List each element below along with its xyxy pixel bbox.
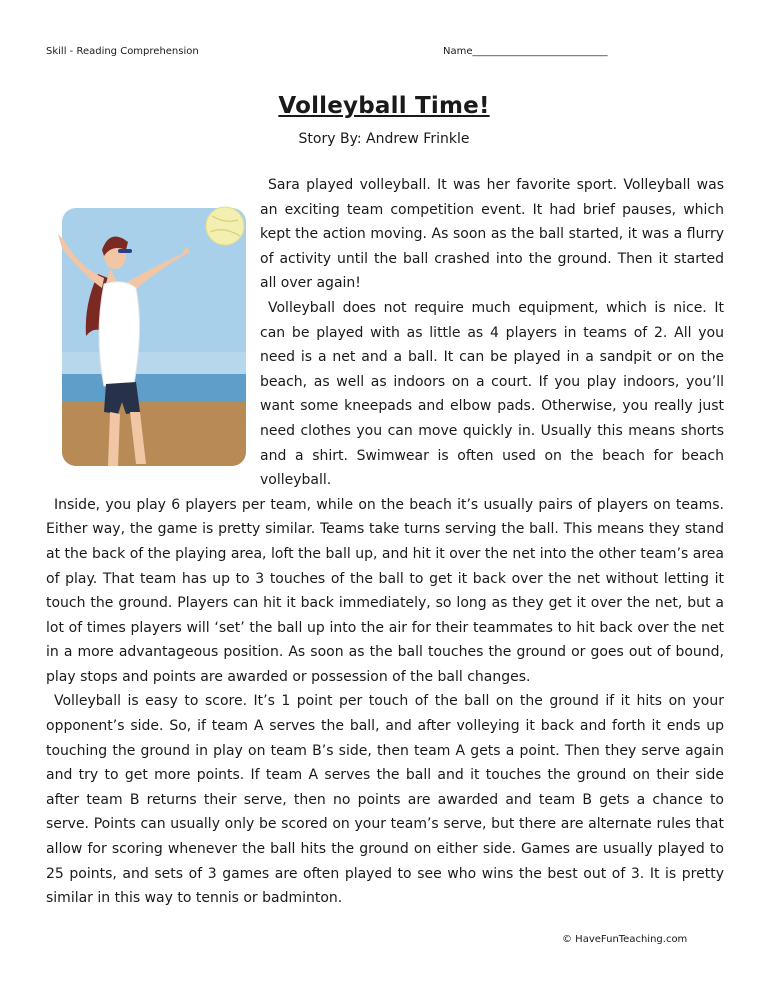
- name-field-label: Name___________________________: [443, 46, 608, 57]
- story-byline: Story By: Andrew Frinkle: [298, 131, 470, 147]
- story-paragraph: Sara played volleyball. It was her favorite sport. Volleyball was an exciting team competition event. It had brief pauses, which kept the action moving. As soon as the ball started, it was a flurry of activity until the ball crashed into the ground. Then it started all over again!: [260, 177, 724, 292]
- story-paragraph: Volleyball does not require much equipment, which is nice. It can be played with as little as 4 players in teams of 2. All you need is a net and a ball. It can be played in a sandpit or on the beach, as well as indoors on a court. If you play indoors, you’ll want some kneepads and elbow pads. Otherwise, you really just need clothes you can move quickly in. Usually this means shorts and a shirt. Swimwear is often used on the beach for beach volleyball.: [260, 299, 724, 489]
- skill-label: Skill - Reading Comprehension: [46, 46, 199, 57]
- copyright-footer: © HaveFunTeaching.com: [562, 934, 688, 945]
- illustration-spacer: [46, 173, 260, 469]
- story-paragraph: Volleyball is easy to score. It’s 1 point per touch of the ball on the ground if it hits on your opponent’s side. So, if team A serves the ball, and after volleying it back and forth it ends up touching the ground in play on team B’s side, then team A gets a point. Then they serve again and try to get more points. If team A serves the ball and it touches the ground on their side after team B returns their serve, then no points are awarded and team B gets a chance to serve. Points can usually only be scored on your team’s serve, but there are alternate rules that allow for scoring whenever the ball hits the ground on either side. Games are usually played to 25 points, and sets of 3 games are often played to see who wins the best out of 3. It is pretty similar in this way to tennis or badminton.: [46, 693, 724, 907]
- page-title: Volleyball Time!: [278, 93, 490, 119]
- story-body: [46, 173, 724, 911]
- story-paragraph: Inside, you play 6 players per team, while on the beach it’s usually pairs of players on teams. Either way, the game is pretty similar. Teams take turns serving the ball. This means they stand at the back of the playing area, loft the ball up, and hit it over the net into the other team’s area of play. That team has up to 3 touches of the ball to get it back over the net without letting it touch the ground. Players can hit it back immediately, so long as they get it over the net, but a lot of times players will ‘set’ the ball up into the air for their teammates to hit back over the net in a more advantageous position. As soon as the ball touches the ground or goes out of bound, play stops and points are awarded or possession of the ball changes.: [46, 496, 724, 685]
